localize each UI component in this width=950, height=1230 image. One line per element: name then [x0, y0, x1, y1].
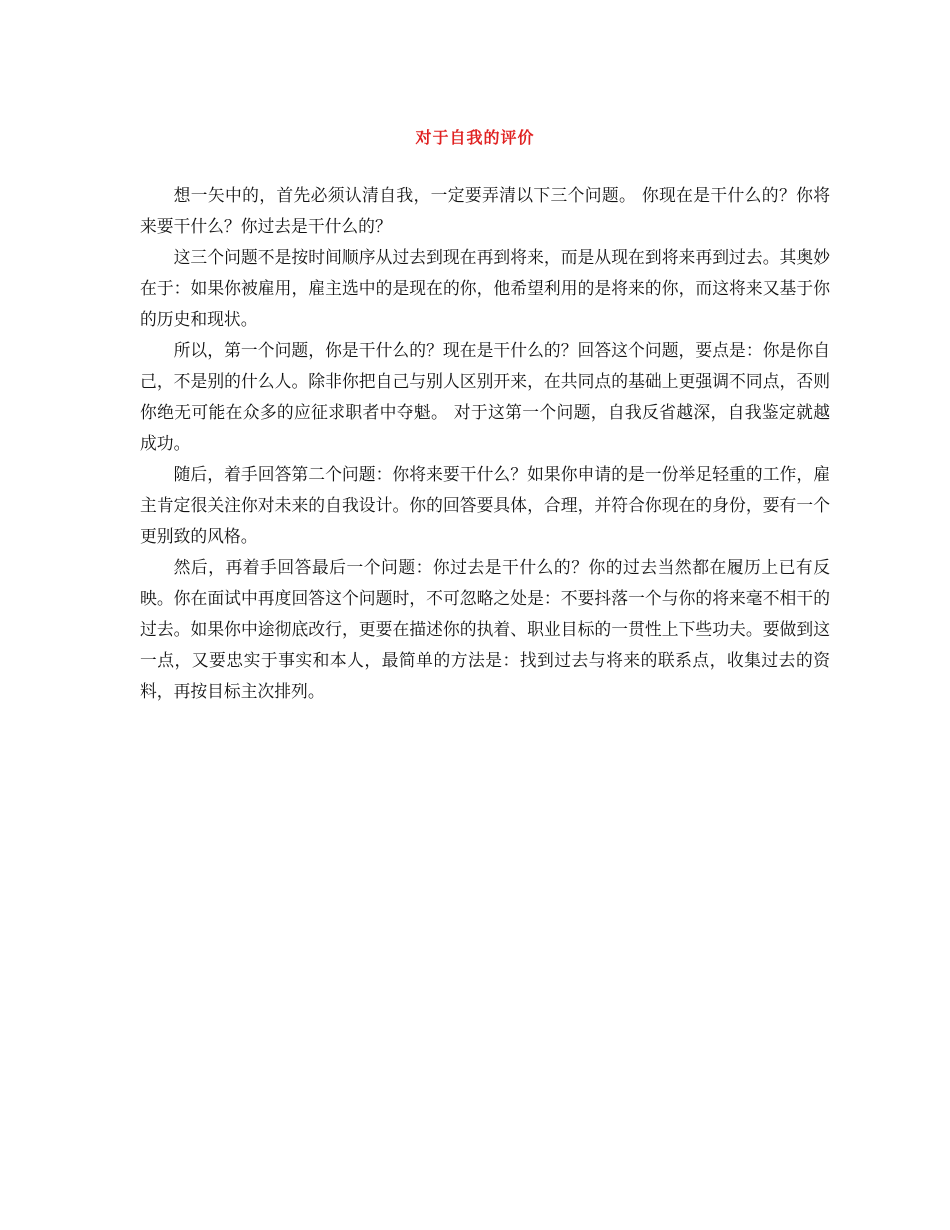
- document-body: [140, 180, 830, 707]
- paragraph-4: 随后，着手回答第二个问题：你将来要干什么？如果你申请的是一份举足轻重的工作，雇主肯定很关注你对未来的自我设计。你的回答要具体，合理，并符合你现在的身份，要有一个更别致的风格。: [140, 464, 830, 546]
- paragraph-1: 想一矢中的，首先必须认清自我，一定要弄清以下三个问题。 你现在是干什么的？你将来要干什么？你过去是干什么的？: [140, 185, 830, 236]
- document-title: 对于自我的评价: [415, 128, 535, 147]
- paragraph-2: 这三个问题不是按时间顺序从过去到现在再到将来，而是从现在到将来再到过去。其奥妙在于：如果你被雇用，雇主选中的是现在的你，他希望利用的是将来的你，而这将来又基于你的历史和现状。: [140, 247, 830, 329]
- paragraph-5: 然后，再着手回答最后一个问题：你过去是干什么的？你的过去当然都在履历上已有反映。你在面试中再度回答这个问题时，不可忽略之处是：不要抖落一个与你的将来毫不相干的过去。如果你中途彻底改行，更要在描述你的执着、职业目标的一贯性上下些功夫。要做到这一点，又要忠实于事实和本人，最简单的方法是：找到过去与将来的联系点，收集过去的资料，再按目标主次排列。: [140, 557, 830, 701]
- paragraph-3: 所以，第一个问题，你是干什么的？现在是干什么的？回答这个问题，要点是：你是你自己，不是别的什么人。除非你把自己与别人区别开来，在共同点的基础上更强调不同点，否则你绝无可能在众多的应征求职者中夺魁。 对于这第一个问题，自我反省越深，自我鉴定就越成功。: [140, 340, 830, 453]
